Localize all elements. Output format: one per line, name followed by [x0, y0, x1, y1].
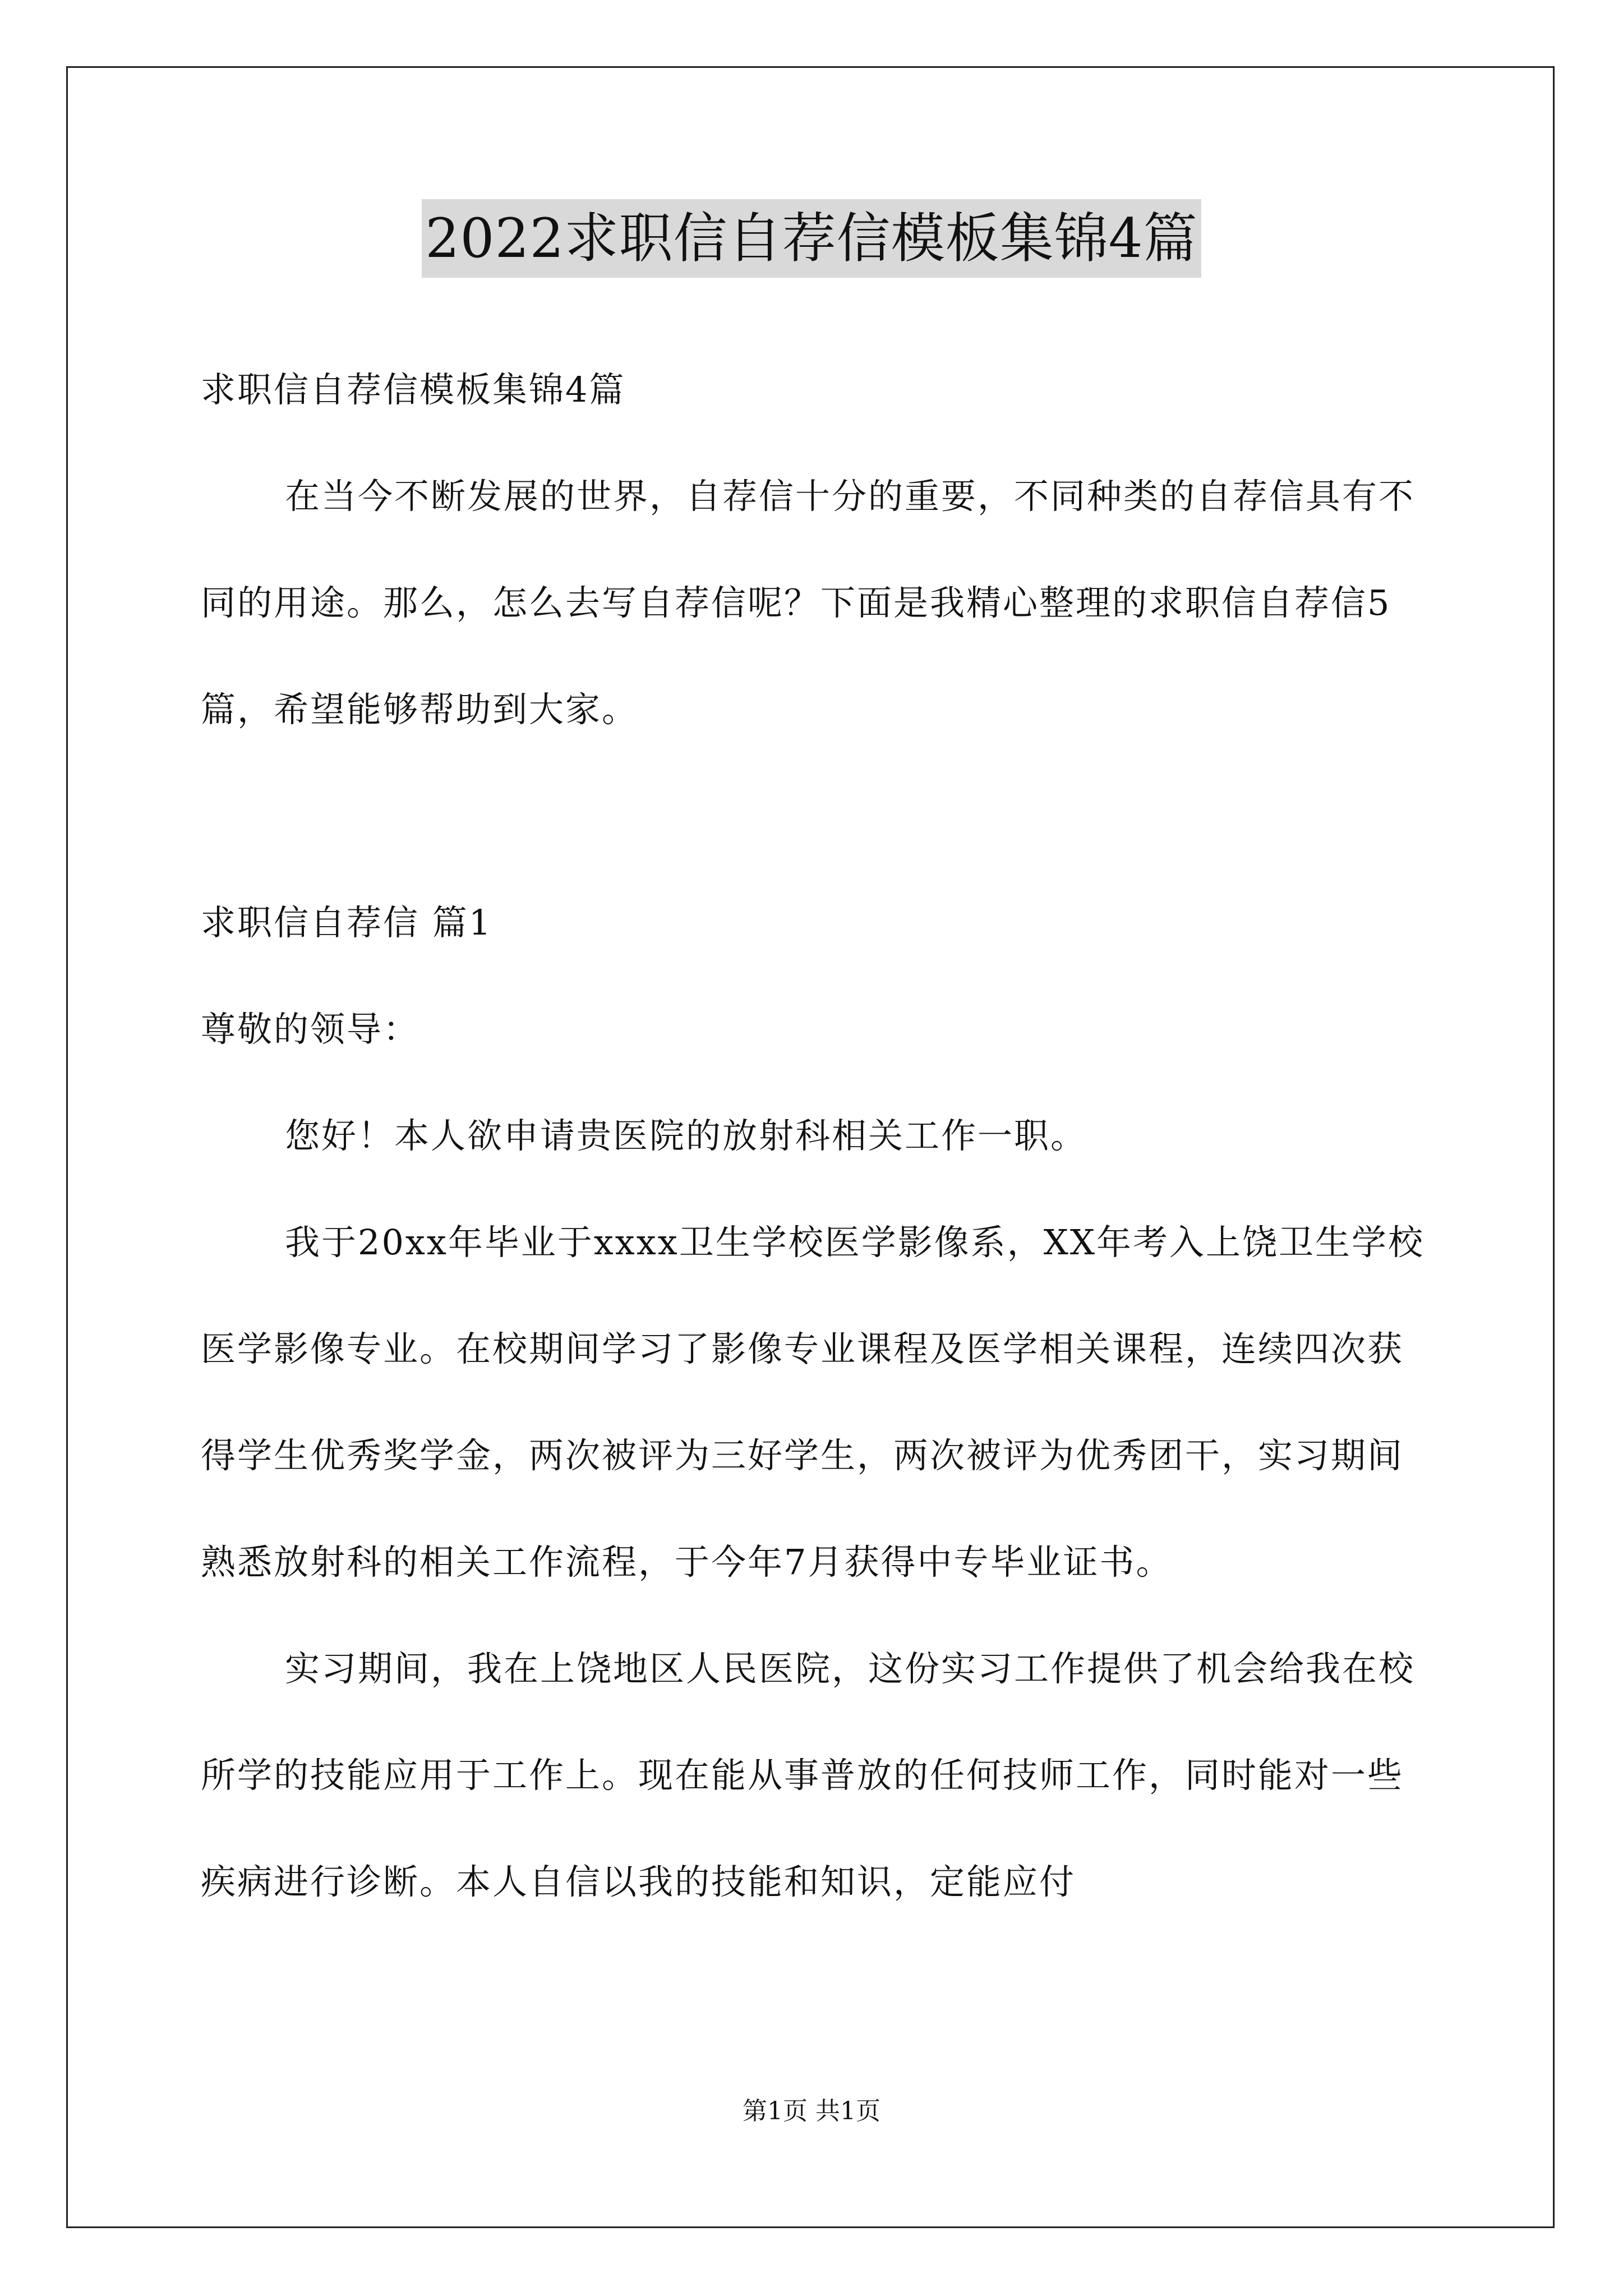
document-subtitle: 求职信自荐信模板集锦4篇: [201, 369, 626, 410]
title-wrap: [0, 199, 1623, 278]
body-paragraph: 实习期间，我在上饶地区人民医院，这份实习工作提供了机会给我在校所学的技能应用于工作上。现在能从事普放的任何技师工作，同时能对一些疾病进行诊断。本人自信以我的技能和知识，定能应付: [201, 1648, 1415, 1902]
page-footer: 第1页 共1页: [743, 2097, 880, 2125]
salutation: 尊敬的领导：: [201, 1009, 420, 1050]
body-paragraph: 您好！本人欲申请贵医院的放射科相关工作一职。: [285, 1115, 1087, 1156]
intro-paragraph: 在当今不断发展的世界，自荐信十分的重要，不同种类的自荐信具有不同的用途。那么，怎么去写自荐信呢？下面是我精心整理的求职信自荐信5篇，希望能够帮助到大家。: [201, 476, 1415, 730]
section-heading: 求职信自荐信 篇1: [201, 902, 493, 943]
document-title: 2022求职信自荐信模板集锦4篇: [422, 199, 1201, 278]
document-body: [201, 337, 1435, 1935]
body-paragraph: 我于20xx年毕业于xxxx卫生学校医学影像系，XX年考入上饶卫生学校医学影像专业。在校期间学习了影像专业课程及医学相关课程，连续四次获得学生优秀奖学金，两次被评为三好学生，两次被评为优秀团干，实习期间熟悉放射科的相关工作流程，于今年7月获得中专毕业证书。: [201, 1222, 1424, 1582]
section-spacer: [201, 763, 1435, 869]
